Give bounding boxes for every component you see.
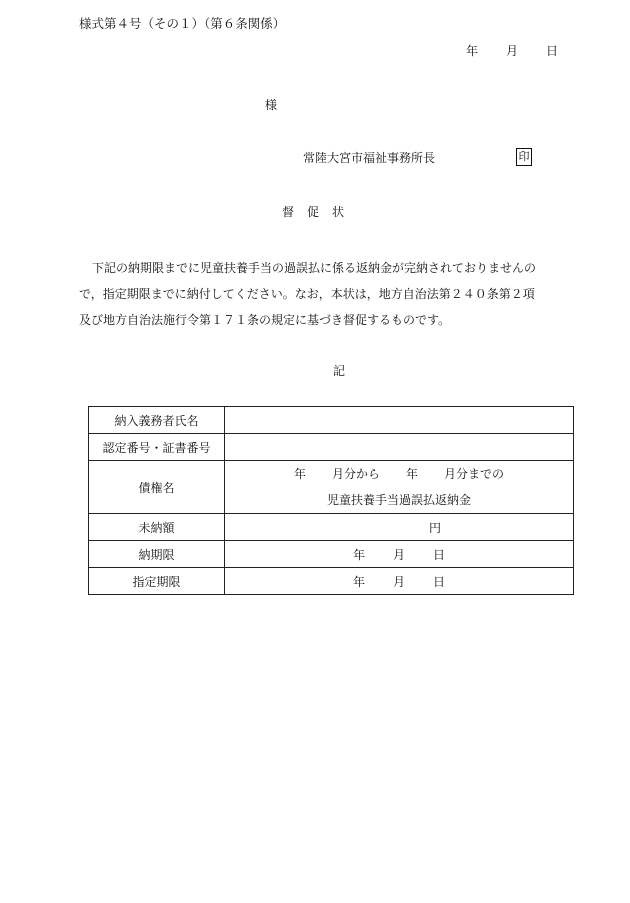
table-row [89,461,574,514]
claim-type: 児童扶養手当過誤払返納金 [326,493,471,507]
form-number: 様式第４号（その１）（第６条関係） [79,16,286,31]
deadline-month: 月 [392,574,405,589]
certificate-number-value [225,434,574,461]
deadline-day: 日 [433,574,446,589]
body-line: 及び地方自治法施行令第１７１条の規定に基づき督促するものです。 [79,313,451,327]
details-table [88,406,574,595]
due-date-value [225,541,574,568]
table-row [89,541,574,568]
issue-date [466,42,558,59]
due-date-label: 納期限 [89,541,225,568]
designated-deadline-label: 指定期限 [89,568,225,595]
table-row [89,514,574,541]
document-title: 督促状 [282,205,358,219]
yen-unit: 円 [428,520,441,535]
addressee-suffix: 様 [265,98,278,112]
claim-name-label: 債権名 [89,461,225,514]
sender-name: 常陸大宮市福祉事務所長 [303,151,436,165]
certificate-number-label: 認定番号・証書番号 [89,434,225,461]
claim-from-year: 年 [293,467,306,481]
unpaid-amount-label: 未納額 [89,514,225,541]
date-year: 年 [466,44,479,58]
claim-to-month: 月分までの [444,467,505,481]
payer-name-label: 納入義務者氏名 [89,407,225,434]
due-day: 日 [433,547,446,562]
deadline-year: 年 [352,574,365,589]
table-row [89,568,574,595]
claim-to-year: 年 [406,467,419,481]
body-paragraph [79,255,589,333]
date-month: 月 [506,44,519,58]
table-row [89,434,574,461]
table-row [89,407,574,434]
due-month: 月 [392,547,405,562]
payer-name-value [225,407,574,434]
claim-from-month: 月分から [331,467,380,481]
designated-deadline-value [225,568,574,595]
body-line: 下記の納期限までに児童扶養手当の過誤払に係る返納金が完納されておりませんの [92,261,537,275]
ki-heading: 記 [333,364,346,378]
date-day: 日 [546,44,559,58]
seal-mark: 印 [516,148,532,166]
claim-period [225,461,573,487]
claim-name-value [225,461,574,514]
unpaid-amount-value [225,514,574,541]
due-year: 年 [352,547,365,562]
body-line: で，指定期限までに納付してください。なお，本状は，地方自治法第２４０条第２項 [79,287,535,301]
